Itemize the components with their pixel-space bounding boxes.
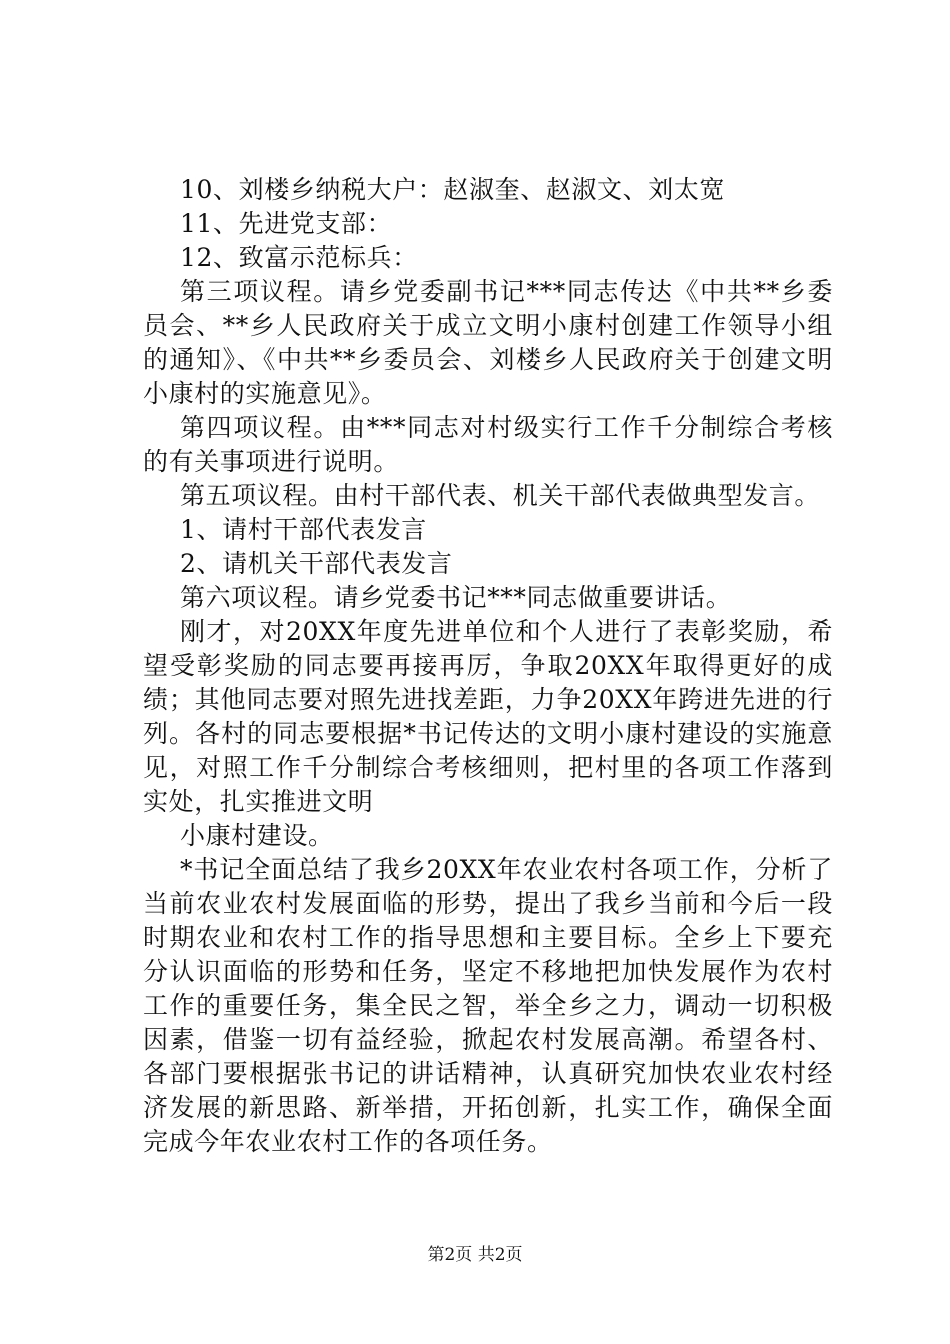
paragraph-item-10: 10、刘楼乡纳税大户：赵淑奎、赵淑文、刘太宽	[180, 175, 726, 204]
paragraph-continuation: 小康村建设。	[180, 821, 334, 850]
paragraph-item-11: 11、先进党支部：	[180, 209, 393, 238]
paragraph-agenda-4: 第四项议程。由***同志对村级实行工作千分制综合考核的有关事项进行说明。	[143, 413, 833, 476]
paragraph-agenda-6: 第六项议程。请乡党委书记***同志做重要讲话。	[180, 583, 732, 612]
paragraph-speech-1: 1、请村干部代表发言	[180, 515, 427, 544]
paragraph-agenda-5: 第五项议程。由村干部代表、机关干部代表做典型发言。	[180, 481, 821, 510]
paragraph-summary: *书记全面总结了我乡20XX年农业农村各项工作，分析了当前农业农村发展面临的形势，提出了我乡当前和今后一段时期农业和农村工作的指导思想和主要目标。全乡上下要充分认识面临的形势和任务，坚定不移地把加快发展作为农村工作的重要任务，集全民之智，举全乡之力，调动一切积极因素，借鉴一切有益经验，掀起农村发展高潮。希望各村、各部门要根据张书记的讲话精神，认真研究加快农业农村经济发展的新思路、新举措，开拓创新，扎实工作，确保全面完成今年农业农村工作的各项任务。	[143, 855, 833, 1156]
page-footer: 第2页 共2页	[427, 1245, 523, 1265]
document-body	[143, 173, 833, 1159]
paragraph-speech-2: 2、请机关干部代表发言	[180, 549, 453, 578]
paragraph-commendation: 刚才，对20XX年度先进单位和个人进行了表彰奖励，希望受彰奖励的同志要再接再厉，争取20XX年取得更好的成绩；其他同志要对照先进找差距，力争20XX年跨进先进的行列。各村的同志要根据*书记传达的文明小康村建设的实施意见，对照工作千分制综合考核细则，把村里的各项工作落到实处，扎实推进文明	[143, 617, 833, 816]
paragraph-agenda-3: 第三项议程。请乡党委副书记***同志传达《中共**乡委员会、**乡人民政府关于成立文明小康村创建工作领导小组的通知》、《中共**乡委员会、刘楼乡人民政府关于创建文明小康村的实施意见》。	[143, 277, 833, 408]
paragraph-item-12: 12、致富示范标兵：	[180, 243, 418, 272]
